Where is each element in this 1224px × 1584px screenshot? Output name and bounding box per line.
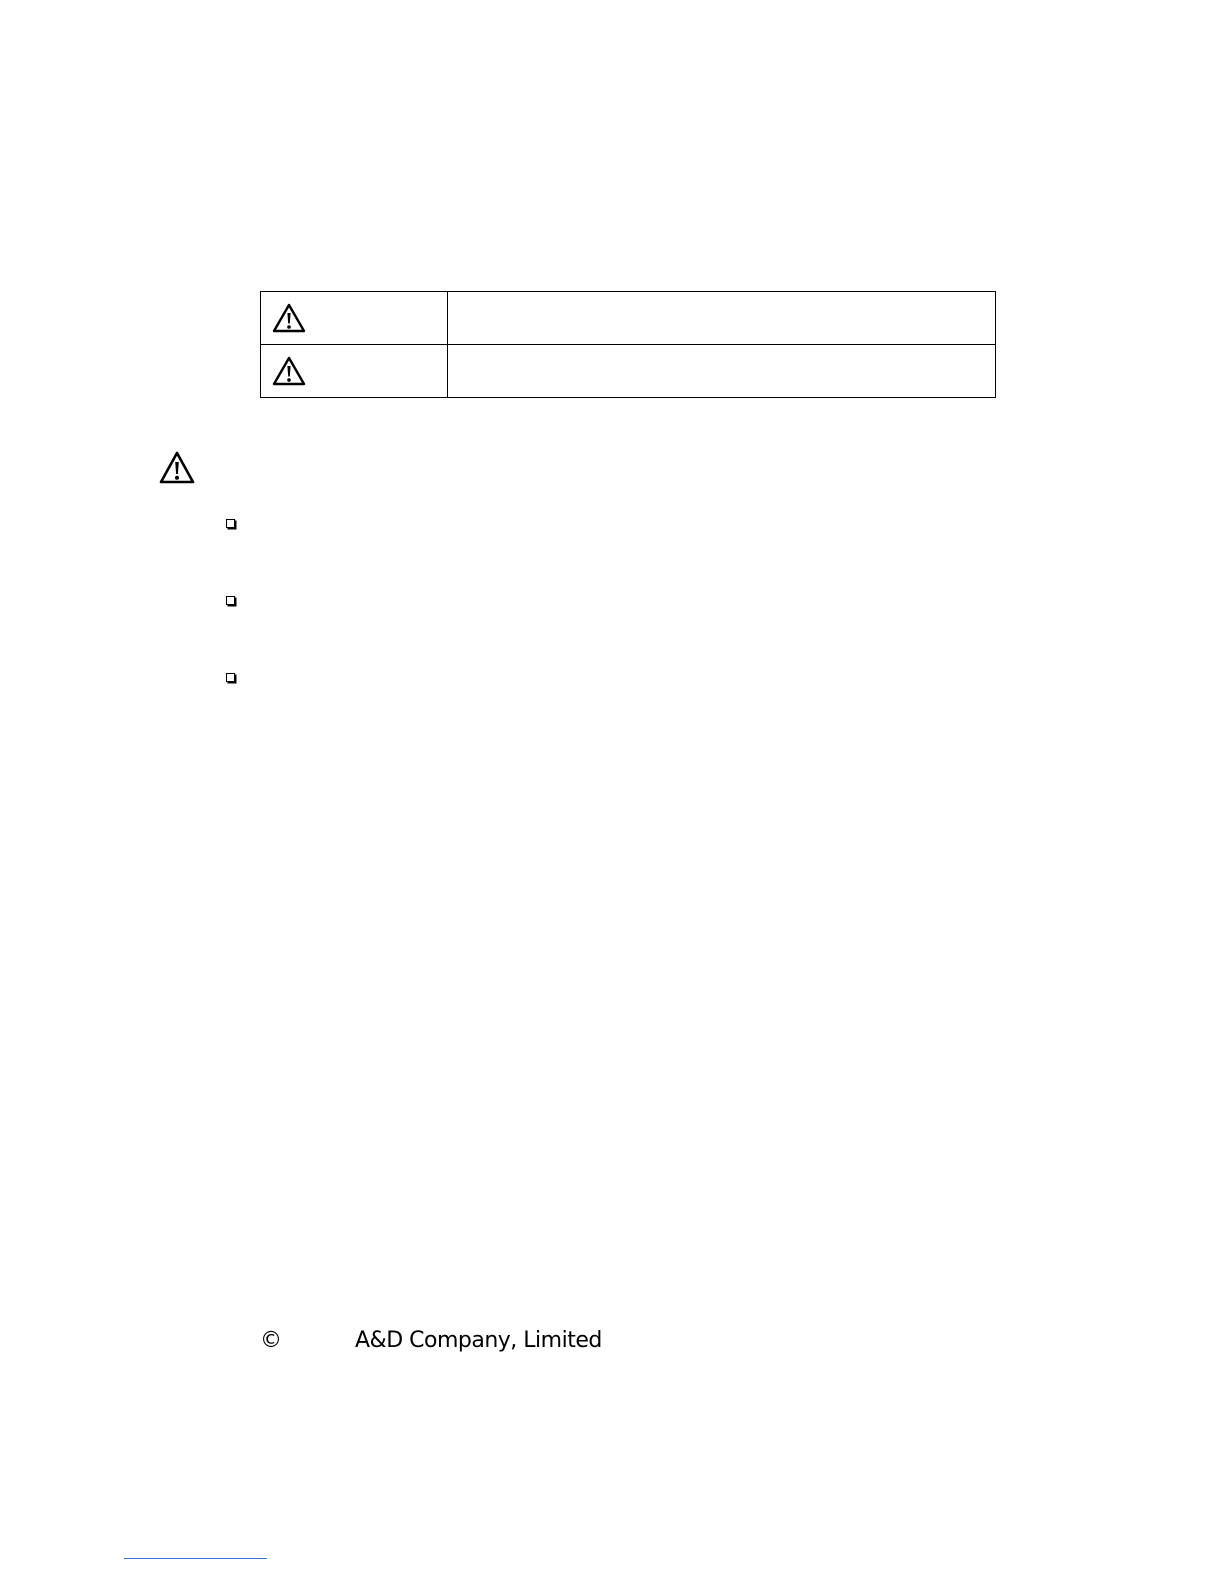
precaution-item	[226, 518, 966, 528]
warning-legend-text	[448, 345, 996, 398]
warning-legend-icon-cell	[261, 292, 448, 345]
warning-triangle-icon	[158, 450, 196, 486]
warning-triangle-icon	[271, 302, 307, 334]
company-name: A&D Company, Limited	[355, 1328, 602, 1353]
warning-legend-table	[260, 291, 996, 398]
copyright-symbol: ©	[260, 1328, 282, 1353]
warning-legend-icon-cell	[261, 345, 448, 398]
precaution-item	[226, 672, 966, 682]
footer-rule	[124, 1558, 267, 1559]
warning-triangle-icon	[271, 355, 307, 387]
checkbox-bullet-icon	[226, 596, 235, 605]
copyright-notice	[260, 1328, 602, 1353]
precaution-item	[226, 595, 966, 605]
warning-legend-text	[448, 292, 996, 345]
checkbox-bullet-icon	[226, 519, 235, 528]
warning-legend-row	[261, 345, 996, 398]
warning-legend-row	[261, 292, 996, 345]
checkbox-bullet-icon	[226, 673, 235, 682]
